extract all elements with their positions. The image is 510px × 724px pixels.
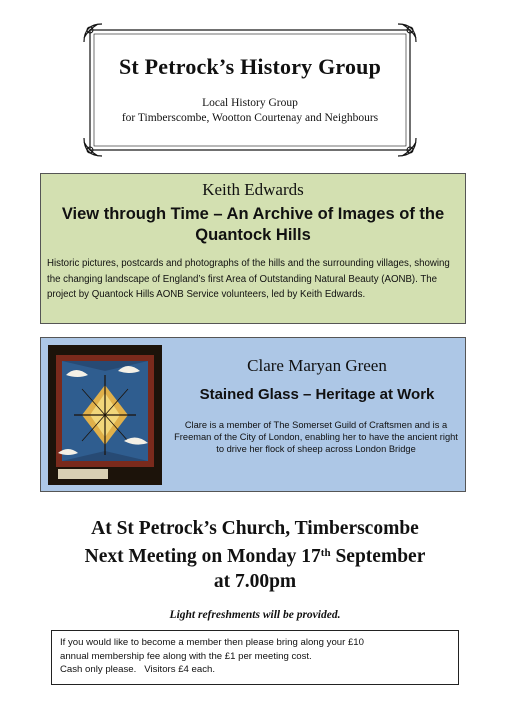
refreshments-note: Light refreshments will be provided. [169,609,341,621]
date-line [0,541,510,569]
stained-glass-image [48,345,162,485]
speaker2-description: Clare is a member of The Somerset Guild of Craftsmen and is a Freeman of the City of London, enabling her to have the ancient right to drive her flock of sheep across London Bridge [174,420,458,454]
speaker2-talk-title: Stained Glass – Heritage at Work [199,386,435,403]
group-title: St Petrock’s History Group [118,54,382,79]
speaker1-panel [40,173,466,324]
time-line: at 7.00pm [213,571,297,592]
membership-line: If you would like to become a member then please bring along your £10 [60,637,364,648]
venue-line: At St Petrock’s Church, Timberscombe [91,518,419,539]
membership-line: annual membership fee along with the £1 per meeting cost. [60,650,312,662]
ornate-border [80,20,420,160]
group-subtitle [80,96,420,126]
header-frame [80,20,420,160]
speaker1-talk-title: View through Time – An Archive of Images of the Quantock Hills [61,205,445,244]
membership-box [51,630,459,685]
date-month: September [330,546,426,567]
subtitle-line: Local History Group [202,97,298,109]
date-prefix: Next Meeting on Monday 17 [84,546,321,567]
speaker1-description: Historic pictures, postcards and photographs of the hills and the surrounding villages, showing the changing landscape of England’s first Area of Outstanding Natural Beauty (AONB). The project by Quantock Hills AONB Service volunteers, led by Keith Edwards. [47,258,450,300]
speaker1-name: Keith Edwards [202,180,304,199]
subtitle-line: for Timberscombe, Wootton Courtenay and Neighbours [121,112,379,124]
stained-glass-artwork [48,345,162,485]
date-ordinal: th [320,547,331,559]
membership-line: Cash only please. Visitors £4 each. [60,664,216,675]
speaker2-name: Clare Maryan Green [247,356,387,375]
meeting-info [0,516,510,594]
speaker2-panel [40,337,466,492]
